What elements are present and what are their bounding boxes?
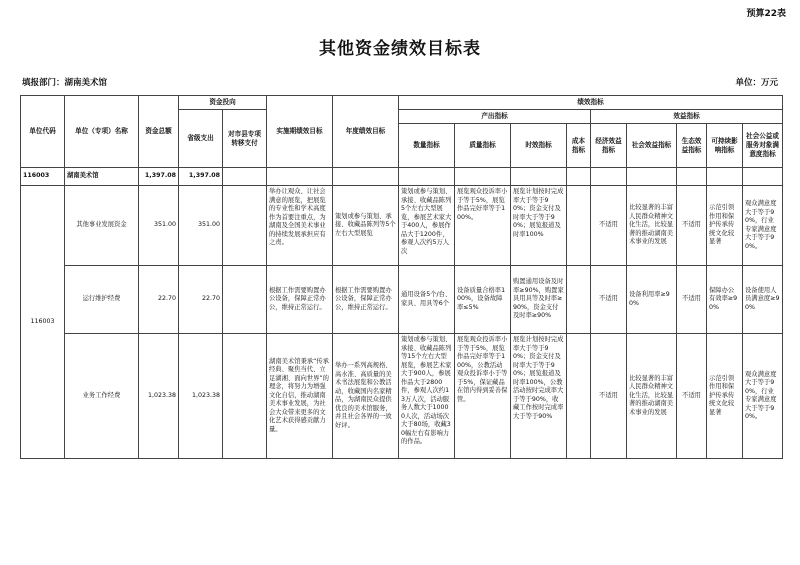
summary-province: 1,397.08 — [179, 168, 223, 186]
row-ecological: 不适用 — [677, 334, 707, 459]
row-sustainable: 示范引领作用和保护传承传统文化较显著 — [707, 186, 743, 266]
header-benefit-index: 效益指标 — [591, 110, 783, 124]
row-social: 设备利用率≥90% — [627, 266, 677, 334]
table-row — [21, 334, 783, 459]
row-annual-goal: 举办一系列高规格、高水准、高质量的美术书法展览和公教活动，收藏国内名家精品，为湖南民众提供优良的美术馆服务，并且社会各界的一致好评。 — [333, 334, 399, 459]
row-satisfaction: 观众满意度大于等于90%，行业专家满意度大于等于90%。 — [743, 186, 783, 266]
header-social: 社会效益指标 — [627, 124, 677, 168]
header-unit-code: 单位代码 — [21, 96, 65, 168]
row-social: 比较显著的丰富人民群众精神文化生活，比较显著的推动湖南美术事业的发展 — [627, 186, 677, 266]
table-row — [21, 186, 783, 266]
row-province: 351.00 — [179, 186, 223, 266]
row-quality: 设备质量合格率100%，设备故障率≤5% — [455, 266, 511, 334]
row-total: 1,023.38 — [139, 334, 179, 459]
row-quantity: 策划或参与策划、承接、收藏品陈列等15个左右大型展览，参展艺术家大于900人，参展作品大于2800件，参观人次约13万人次，活动服务人数大于10000人次，活动场次大于80场，收藏30幅左右有影响力的作品。 — [399, 334, 455, 459]
table-row — [21, 266, 783, 334]
group-code: 116003 — [21, 186, 65, 459]
row-quantity: 通用设备5个/台、家具、用具等6个 — [399, 266, 455, 334]
row-economic: 不适用 — [591, 186, 627, 266]
row-total: 351.00 — [139, 186, 179, 266]
summary-row — [21, 168, 783, 186]
header-ecological: 生态效益指标 — [677, 124, 707, 168]
header-unit-project: 单位（专项）名称 — [65, 96, 139, 168]
page-number: 预算22表 — [746, 9, 786, 19]
row-province: 1,023.38 — [179, 334, 223, 459]
header-total: 资金总额 — [139, 96, 179, 168]
row-annual-goal: 策划或参与策划、承接、收藏品陈列等5个左右大型展览 — [333, 186, 399, 266]
row-quality: 展览观众投诉率小于等于5%，展览作品完好率等于100%。 — [455, 186, 511, 266]
summary-name: 湖南美术馆 — [65, 168, 139, 186]
row-ecological: 不适用 — [677, 266, 707, 334]
header-sustainable: 可持续影响指标 — [707, 124, 743, 168]
header-quantity: 数量指标 — [399, 124, 455, 168]
header-quality: 质量指标 — [455, 124, 511, 168]
row-satisfaction: 设备使用人员满意度≥90% — [743, 266, 783, 334]
row-county — [223, 266, 267, 334]
summary-code: 116003 — [21, 168, 65, 186]
row-economic: 不适用 — [591, 334, 627, 459]
header-cost: 成本指标 — [567, 124, 591, 168]
header-economic: 经济效益指标 — [591, 124, 627, 168]
page-title: 其他资金绩效目标表 — [319, 39, 481, 59]
header-timeliness: 时效指标 — [511, 124, 567, 168]
header-satisfaction: 社会公益或服务对象满意度指标 — [743, 124, 783, 168]
row-timeliness: 购置通用设备及时率≥90%，购置家具用具等及时率≥90%，资金支付及时率≥90% — [511, 266, 567, 334]
row-cost — [567, 266, 591, 334]
header-county-transfer: 对市县专项转移支付 — [223, 110, 267, 168]
row-impl-goal: 根据工作需要购置办公设备，保障正常办公，维持正常运行。 — [267, 266, 333, 334]
row-sustainable: 示范引领作用和保护传承传统文化较显著 — [707, 334, 743, 459]
row-province: 22.70 — [179, 266, 223, 334]
row-name: 业务工作经费 — [65, 334, 139, 459]
row-quality: 展览观众投诉率小于等于5%，展览作品完好率等于100%，公教活动观众投诉率小于等于5%，保证藏品在馆内得到妥善保管。 — [455, 334, 511, 459]
header-perf-index: 绩效指标 — [399, 96, 783, 110]
unit-label: 单位：万元 — [735, 78, 778, 88]
row-satisfaction: 观众满意度大于等于90%，行业专家满意度大于等于90%。 — [743, 334, 783, 459]
row-cost — [567, 186, 591, 266]
row-name: 其他事业发展资金 — [65, 186, 139, 266]
row-sustainable: 保障办公有效率≥90% — [707, 266, 743, 334]
row-total: 22.70 — [139, 266, 179, 334]
row-timeliness: 展览计划按时完成率大于等于90%；资金支付及时率大于等于90%；展览报道及时率100% — [511, 186, 567, 266]
header-annual-goal: 年度绩效目标 — [333, 96, 399, 168]
header-output-index: 产出指标 — [399, 110, 591, 124]
row-annual-goal: 根据工作需要购置办公设备，保障正常办公，维持正常运行。 — [333, 266, 399, 334]
row-name: 运行维护经费 — [65, 266, 139, 334]
row-ecological: 不适用 — [677, 186, 707, 266]
header-fund-flow: 资金投向 — [179, 96, 267, 110]
header-province-spend: 省级支出 — [179, 110, 223, 168]
row-social: 比较显著的丰富人民群众精神文化生活，比较显著的推动湖南美术事业的发展 — [627, 334, 677, 459]
row-cost — [567, 334, 591, 459]
row-timeliness: 展览计划按时完成率大于等于90%；资金支付及时率大于等于90%；展览报道及时率100%，公教活动按时完成率大于等于90%，收藏工作按时完成率大于等于90% — [511, 334, 567, 459]
row-county — [223, 334, 267, 459]
summary-total: 1,397.08 — [139, 168, 179, 186]
row-county — [223, 186, 267, 266]
dept-label: 填报部门：湖南美术馆 — [22, 78, 108, 88]
row-economic: 不适用 — [591, 266, 627, 334]
row-quantity: 策划或参与策划、承接、收藏品陈列5个左右大型展览，参展艺术家大于400人，参展作品大于1200件，参观人次约5万人次 — [399, 186, 455, 266]
header-impl-goal: 实施期绩效目标 — [267, 96, 333, 168]
performance-table — [20, 95, 783, 459]
row-impl-goal: 举办让观众、让社会满意的展览，把展览的专业性和学术高度作为首要注重点，为湖南及全国美术事业的持续发展承担应有之责。 — [267, 186, 333, 266]
row-impl-goal: 湖南美术馆秉承“传承经典、聚焦当代、立足湖湘、面向世界”的理念，将努力为增强文化自信，推动湖南美术事业发展，为社会大众带来更多的文化艺术获得感贡献力量。 — [267, 334, 333, 459]
